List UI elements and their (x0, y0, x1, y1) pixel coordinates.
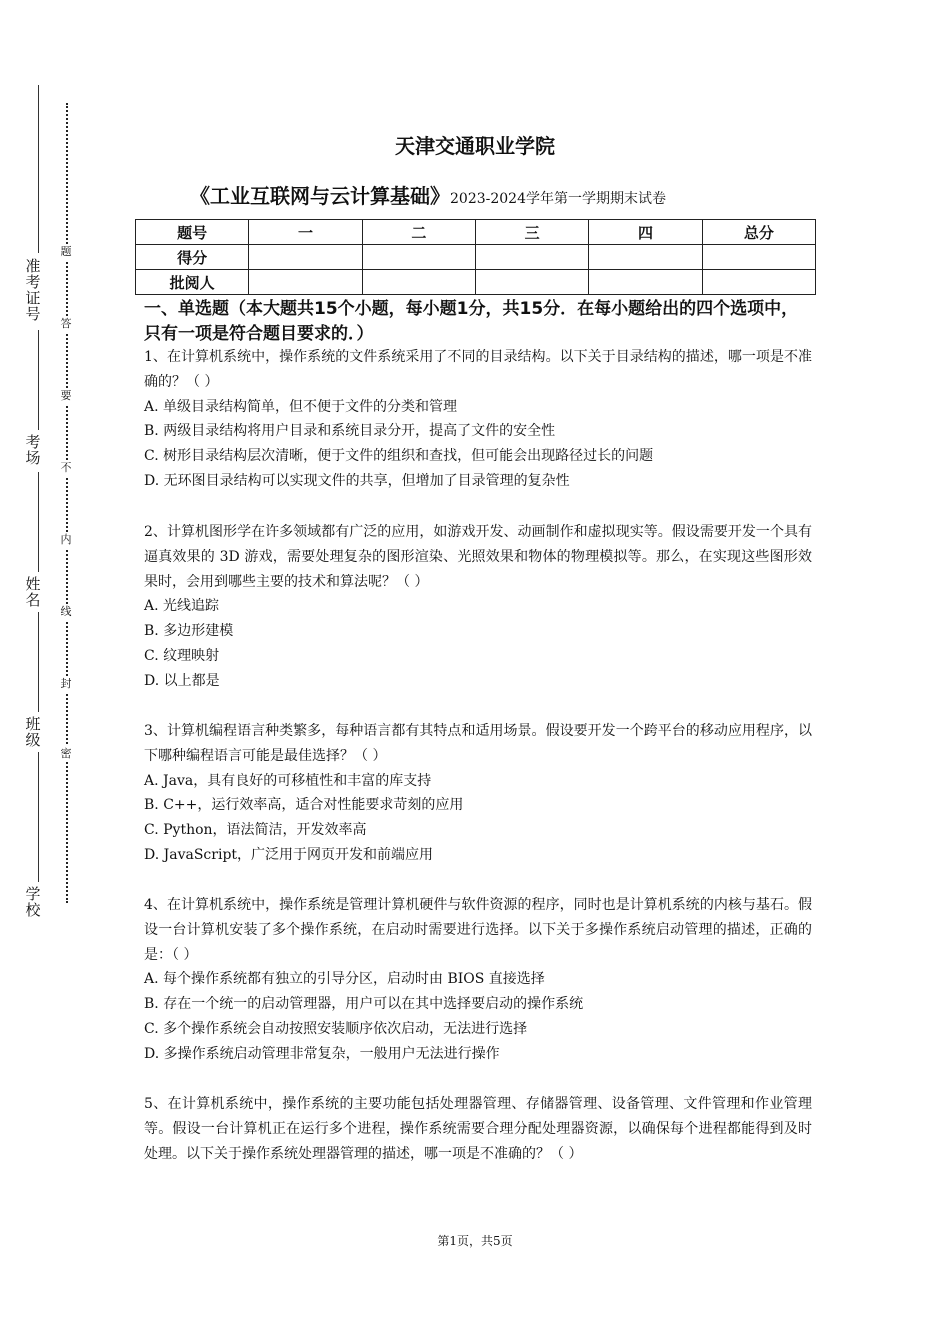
question-5 (144, 1092, 812, 1166)
seal-char: 密 (58, 746, 74, 762)
seal-char: 要 (58, 388, 74, 404)
question-stem: 4、在计算机系统中，操作系统是管理计算机硬件与软件资源的程序，同时也是计算机系统的内核与基石。假设一台计算机安装了多个操作系统，在启动时需要进行选择。以下关于多操作系统启动管理的描述，正确的是：（ ） (144, 897, 812, 963)
class-line (38, 612, 39, 712)
score-cell[interactable] (589, 245, 702, 270)
score-cell[interactable] (702, 245, 815, 270)
score-row (136, 245, 816, 270)
name-line (38, 472, 39, 572)
score-cell[interactable] (475, 245, 588, 270)
exam-room-line (38, 330, 39, 430)
term-label: 2023-2024学年第一学期期末试卷 (450, 191, 666, 207)
option-b: B. C++，运行效率高，适合对性能要求苛刻的应用 (144, 797, 464, 814)
table-row-label: 批阅人 (136, 270, 249, 295)
name-label: 姓名 (25, 575, 41, 609)
table-header-cell: 一 (249, 220, 362, 245)
option-c: C. 纹理映射 (144, 647, 220, 664)
score-table-header-row (136, 220, 816, 245)
question-2 (144, 520, 812, 694)
table-row-label: 得分 (136, 245, 249, 270)
reviewer-cell[interactable] (589, 270, 702, 295)
class-label: 班级 (25, 715, 41, 749)
section-heading: 一、单选题（本大题共15个小题，每小题1分，共15分．在每小题给出的四个选项中，只有一项是符合题目要求的．） (144, 299, 799, 344)
option-b: B. 多边形建模 (144, 623, 234, 640)
table-header-cell: 四 (589, 220, 702, 245)
question-1 (144, 345, 812, 494)
option-a: A. Java，具有良好的可移植性和丰富的库支持 (144, 772, 432, 789)
course-title: 《工业互联网与云计算基础》 (190, 184, 450, 208)
question-stem: 1、在计算机系统中，操作系统的文件系统采用了不同的目录结构。以下关于目录结构的描述，哪一项是不准确的？（ ） (144, 349, 812, 390)
reviewer-cell[interactable] (362, 270, 475, 295)
page-number: 第1页，共5页 (437, 1234, 513, 1248)
exam-title (190, 180, 810, 209)
school-line (38, 752, 39, 882)
reviewer-row (136, 270, 816, 295)
exam-number-label: 准考证号 (25, 257, 41, 323)
option-b: B. 存在一个统一的启动管理器，用户可以在其中选择要启动的操作系统 (144, 996, 584, 1013)
table-header-cell: 二 (362, 220, 475, 245)
seal-dotted-line (66, 103, 68, 903)
reviewer-cell[interactable] (475, 270, 588, 295)
option-d: D. 无环图目录结构可以实现文件的共享，但增加了目录管理的复杂性 (144, 472, 570, 489)
seal-char: 线 (58, 604, 74, 620)
table-header-cell: 题号 (136, 220, 249, 245)
option-d: D. 多操作系统启动管理非常复杂，一般用户无法进行操作 (144, 1045, 500, 1062)
question-4 (144, 893, 812, 1067)
option-c: C. Python，语法简洁，开发效率高 (144, 822, 367, 839)
option-c: C. 树形目录结构层次清晰，便于文件的组织和查找，但可能会出现路径过长的问题 (144, 448, 654, 465)
question-stem: 3、计算机编程语言种类繁多，每种语言都有其特点和适用场景。假设要开发一个跨平台的移动应用程序，以下哪种编程语言可能是最佳选择？（ ） (144, 723, 812, 764)
seal-char: 内 (58, 532, 74, 548)
reviewer-cell[interactable] (249, 270, 362, 295)
seal-char: 封 (58, 676, 74, 692)
option-b: B. 两级目录结构将用户目录和系统目录分开，提高了文件的安全性 (144, 423, 556, 440)
option-a: A. 光线追踪 (144, 598, 220, 615)
exam-room-label: 考场 (25, 433, 41, 467)
option-c: C. 多个操作系统会自动按照安装顺序依次启动，无法进行选择 (144, 1020, 528, 1037)
table-header-cell: 三 (475, 220, 588, 245)
option-d: D. 以上都是 (144, 672, 220, 689)
option-a: A. 每个操作系统都有独立的引导分区，启动时由 BIOS 直接选择 (144, 971, 545, 988)
seal-char: 答 (58, 316, 74, 332)
score-table (135, 219, 816, 295)
school-label: 学校 (25, 885, 41, 919)
option-d: D. JavaScript，广泛用于网页开发和前端应用 (144, 846, 434, 863)
table-header-cell: 总分 (702, 220, 815, 245)
question-stem: 5、在计算机系统中，操作系统的主要功能包括处理器管理、存储器管理、设备管理、文件管理和作业管理等。假设一台计算机正在运行多个进程，操作系统需要合理分配处理器资源，以确保每个进程都能得到及时处理。以下关于操作系统处理器管理的描述，哪一项是不准确的？（ ） (144, 1096, 812, 1162)
reviewer-cell[interactable] (702, 270, 815, 295)
seal-char: 不 (58, 460, 74, 476)
seal-char: 题 (58, 244, 74, 260)
score-cell[interactable] (249, 245, 362, 270)
exam-number-line (38, 85, 39, 253)
option-a: A. 单级目录结构简单，但不便于文件的分类和管理 (144, 398, 458, 415)
question-3 (144, 719, 812, 868)
school-name: 天津交通职业学院 (395, 134, 555, 158)
score-cell[interactable] (362, 245, 475, 270)
question-stem: 2、计算机图形学在许多领域都有广泛的应用，如游戏开发、动画制作和虚拟现实等。假设需要开发一个具有逼真效果的 3D 游戏，需要处理复杂的图形渲染、光照效果和物体的物理模拟等。那么，在实现这些图形效果时，会用到哪些主要的技术和算法呢？（ ） (144, 524, 812, 590)
